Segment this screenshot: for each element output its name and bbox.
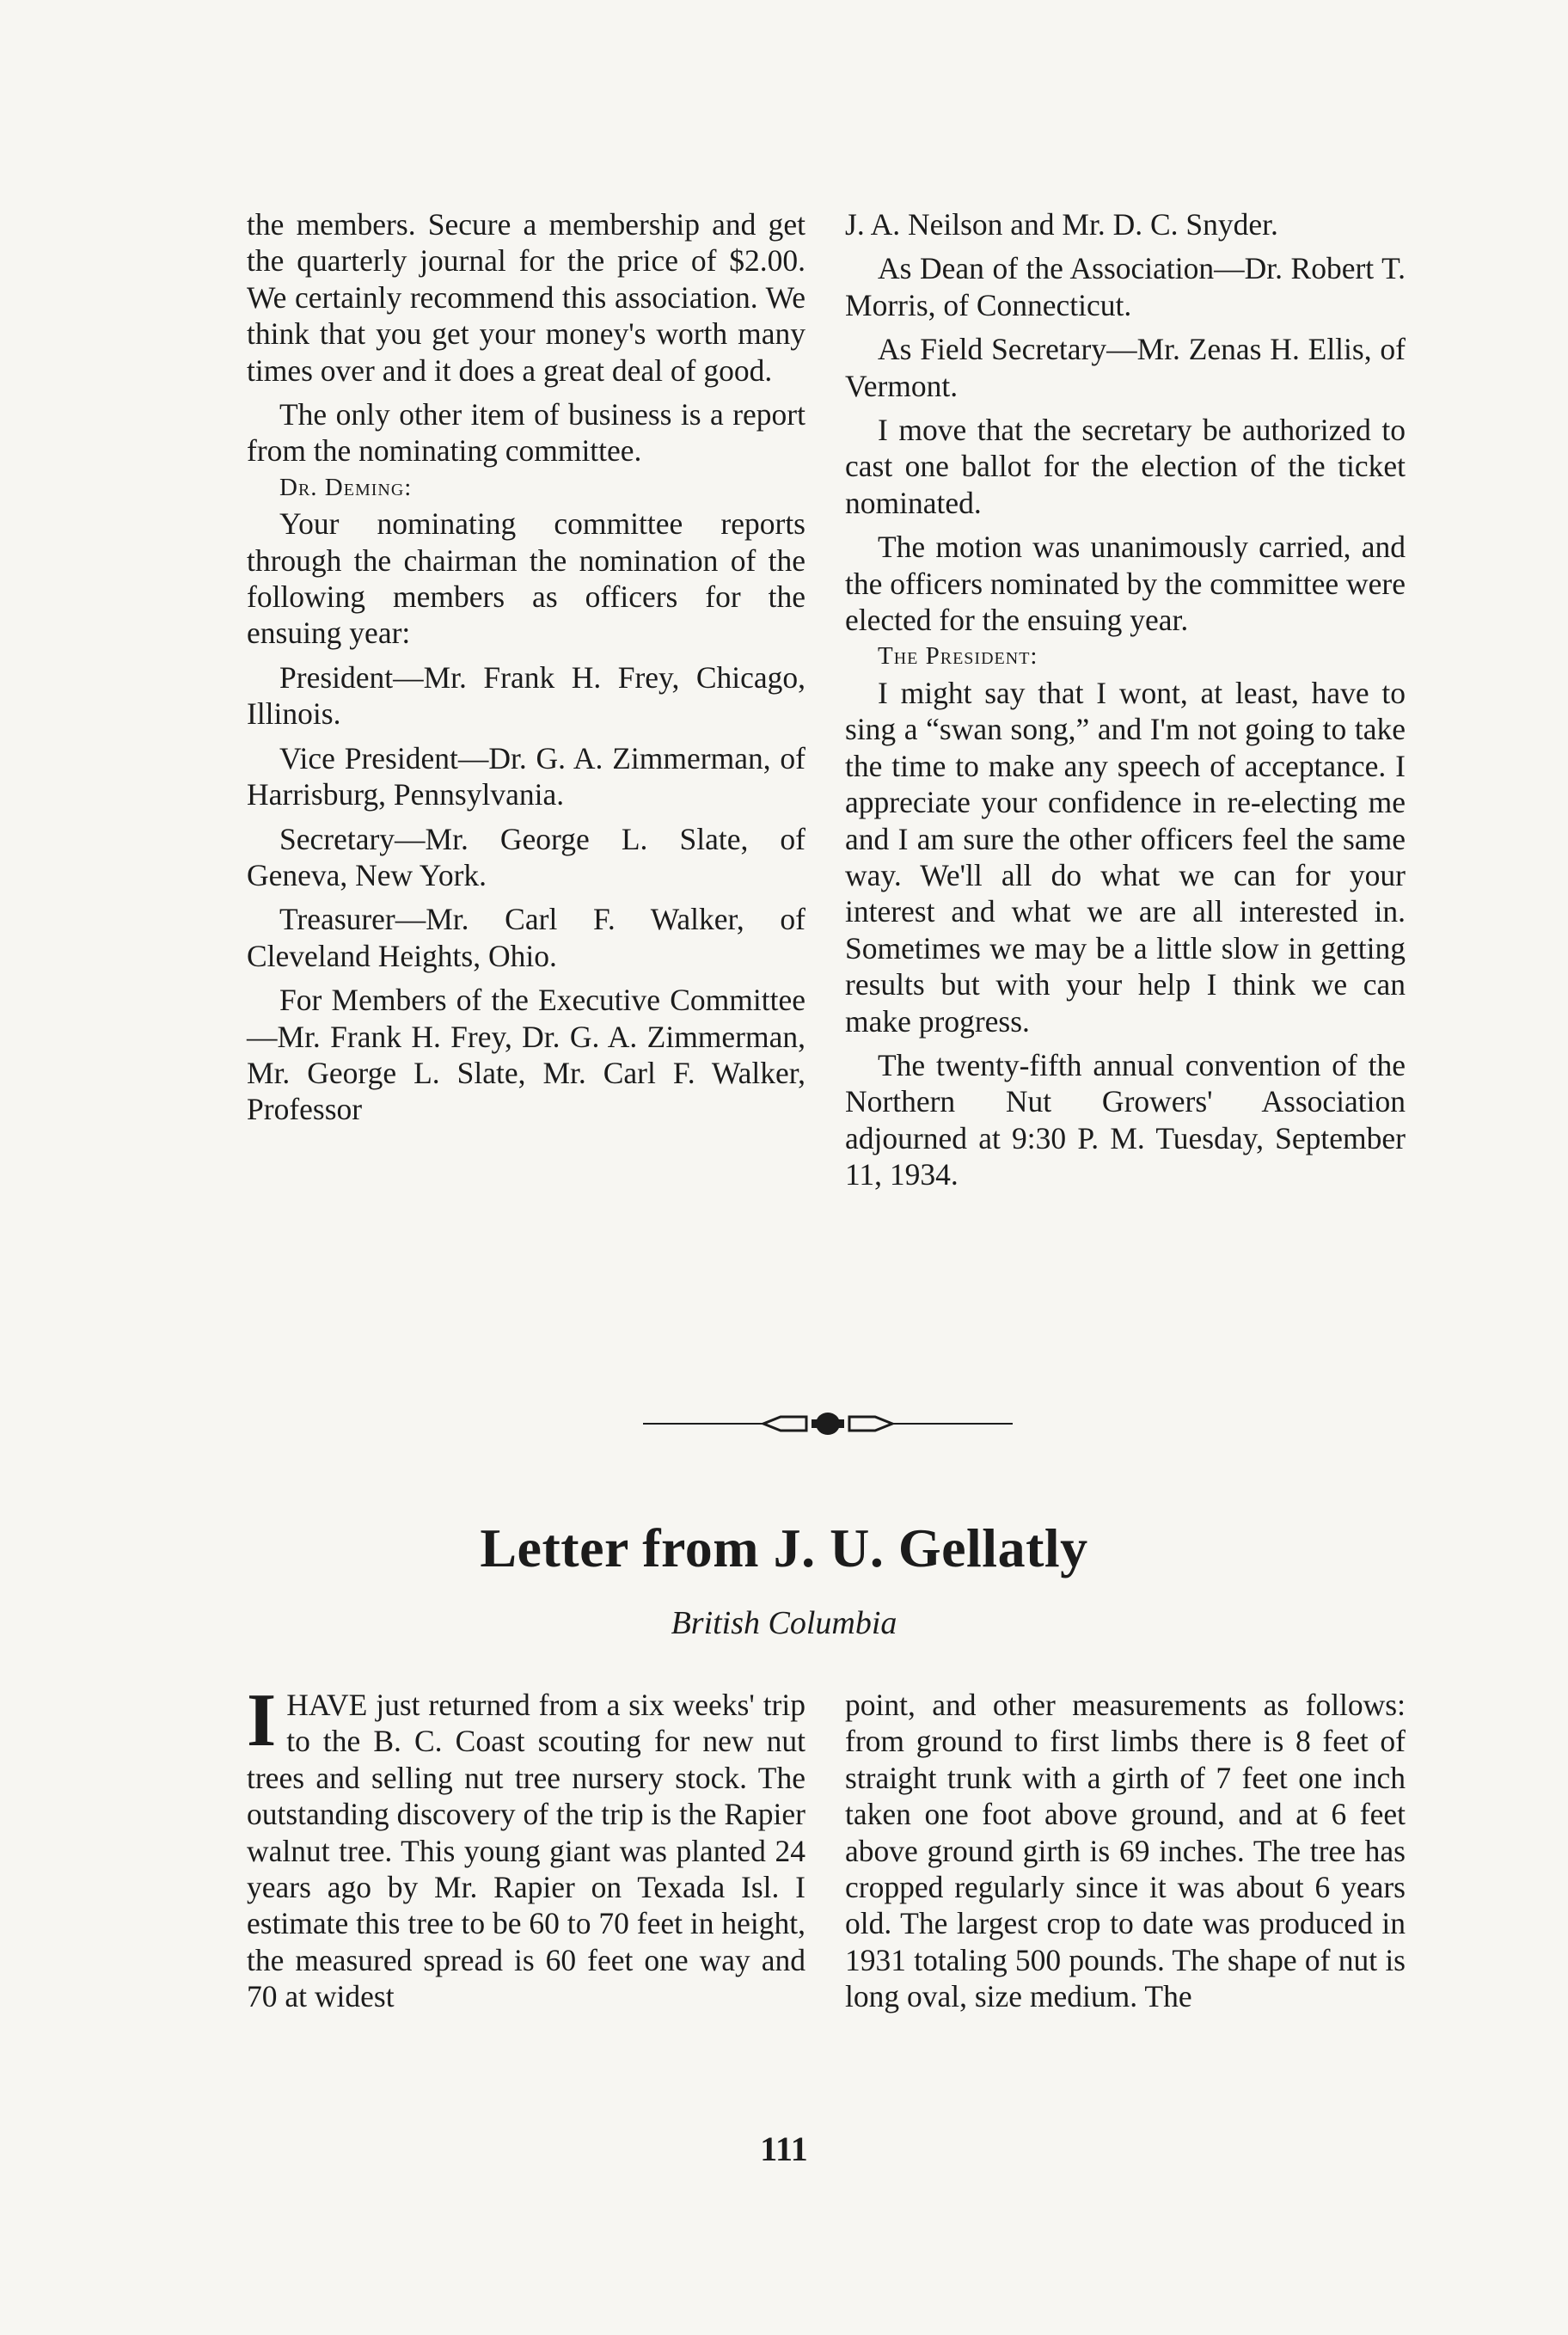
paragraph: Treasurer—Mr. Carl F. Walker, of Cleveland Heights, Ohio. bbox=[247, 902, 805, 973]
paragraph: The twenty-fifth annual convention of the Northern Nut Growers' Association adjourned at 9:30 P. M. Tuesday, September 11, 1934. bbox=[845, 1047, 1406, 1192]
paragraph: Vice President—Dr. G. A. Zimmerman, of Harrisburg, Pennsylvania. bbox=[247, 740, 805, 812]
drop-cap: I bbox=[247, 1679, 277, 1762]
page-number: 111 bbox=[760, 2130, 808, 2168]
top-left-column bbox=[247, 206, 805, 1128]
paragraph: The motion was unanimously carried, and the officers nominated by the committee were elected for the ensuing year. bbox=[845, 530, 1406, 638]
paragraph: I move that the secretary be authorized to cast one ballot for the election of the ticket nominated. bbox=[845, 413, 1406, 520]
letter-title: Letter from J. U. Gellatly bbox=[480, 1517, 1088, 1578]
top-right-column bbox=[845, 206, 1406, 1193]
paragraph: Your nominating committee reports through the chairman the nomination of the following members as officers for the ensuing year: bbox=[247, 506, 805, 651]
letter-subtitle: British Columbia bbox=[671, 1605, 897, 1641]
paragraph: HAVE just returned from a six weeks' trip to the B. C. Coast scouting for new nut trees and selling nut tree nursery stock. The outstanding discovery of the trip is the Rapier walnut tree. This young giant was planted 24 years ago by Mr. Rapier on Texada Isl. I estimate this tree to be 60 to 70 feet in height, the measured spread is 60 feet one way and 70 at widest bbox=[247, 1688, 805, 2014]
paragraph: The only other item of business is a report from the nominating committee. bbox=[247, 397, 805, 469]
letter-right-column bbox=[845, 1687, 1406, 2015]
paragraph: As Dean of the Association—Dr. Robert T. Morris, of Connecticut. bbox=[845, 251, 1406, 322]
paragraph: As Field Secretary—Mr. Zenas H. Ellis, of Vermont. bbox=[845, 332, 1406, 403]
paragraph: J. A. Neilson and Mr. D. C. Snyder. bbox=[845, 207, 1278, 242]
paragraph: Secretary—Mr. George L. Slate, of Geneva, New York. bbox=[247, 821, 805, 892]
paragraph: the members. Secure a membership and get the quarterly journal for the price of $2.00. We certainly recommend this association. We think that you get your money's worth many times over and it does a great deal of good. bbox=[247, 207, 805, 388]
letter-left-column bbox=[247, 1679, 805, 2015]
section-divider-ornament-icon bbox=[643, 1407, 1013, 1441]
paragraph: President—Mr. Frank H. Frey, Chicago, Illinois. bbox=[247, 659, 805, 732]
paragraph: For Members of the Executive Committee—Mr. Frank H. Frey, Dr. G. A. Zimmerman, Mr. George L. Slate, Mr. Carl F. Walker, Professor bbox=[247, 983, 805, 1127]
paragraph: I might say that I wont, at least, have to sing a “swan song,” and I'm not going to take the time to make any speech of acceptance. I appreciate your confidence in re-electing me and I am sure the other officers feel the same way. We'll all do what we can for your interest and what we are all interested in. Sometimes we may be a little slow in getting results but with your help I think we can make progress. bbox=[845, 675, 1406, 1039]
speaker-label: Dr. Deming: bbox=[279, 473, 413, 501]
speaker-label: The President: bbox=[878, 642, 1038, 671]
paragraph: point, and other measurements as follows: from ground to first limbs there is 8 feet of straight trunk with a girth of 7 feet one inch taken one foot above ground, and at 6 feet above ground girth is 69 inches. The tree has cropped regularly since it was about 6 years old. The largest crop to date was produced in 1931 totaling 500 pounds. The shape of nut is long oval, size medium. The bbox=[845, 1688, 1406, 2014]
